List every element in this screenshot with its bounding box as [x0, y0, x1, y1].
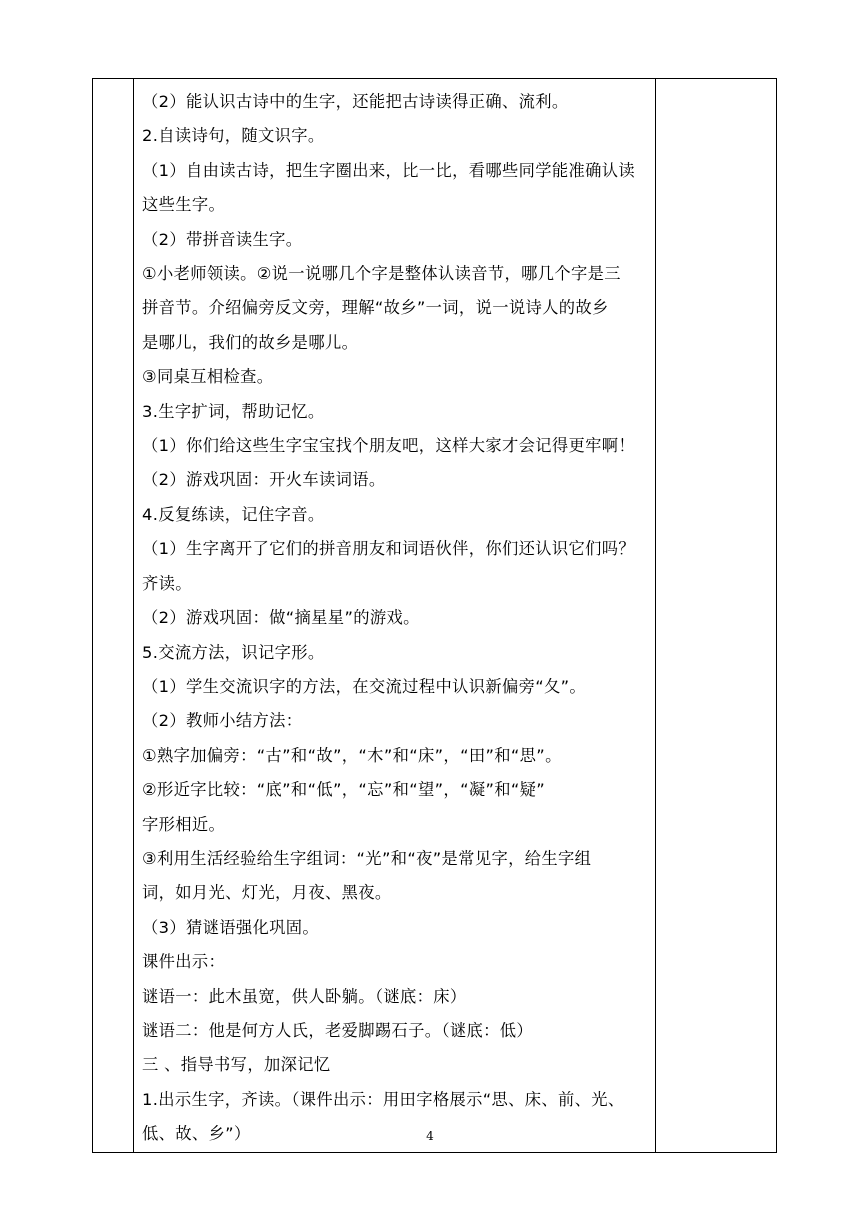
text-line: 2.自读诗句，随文识字。 [142, 126, 325, 146]
text-line: （2）游戏巩固：开火车读词语。 [142, 470, 386, 490]
text-line: （2）游戏巩固：做“摘星星”的游戏。 [142, 608, 420, 628]
text-line: 谜语二：他是何方人氏，老爱脚踢石子。（谜底：低） [142, 1020, 534, 1040]
text-line: ③同桌互相检查。 [142, 367, 274, 387]
text-line: 齐读。 [142, 573, 192, 593]
text-line: （1）你们给这些生字宝宝找个朋友吧，这样大家才会记得更牢啊！ [142, 436, 636, 456]
text-line: 低、故、乡”） [142, 1124, 251, 1144]
table-row [93, 79, 777, 1153]
text-line: （2）能认识古诗中的生字，还能把古诗读得正确、流利。 [142, 92, 569, 111]
text-line: 谜语一：此木虽宽，供人卧躺。（谜底：床） [142, 986, 467, 1006]
text-line: 这些生字。 [142, 195, 226, 215]
content-cell [134, 79, 656, 1153]
text-line: 5.交流方法，识记字形。 [142, 642, 325, 662]
text-line: （1）生字离开了它们的拼音朋友和词语伙伴，你们还认识它们吗？ [142, 539, 636, 559]
text-line: （2）教师小结方法： [142, 711, 303, 731]
text-line: （3）猜谜语强化巩固。 [142, 917, 320, 937]
text-line: 拼音节。介绍偏旁反文旁，理解“故乡”一词，说一说诗人的故乡 [142, 298, 609, 318]
text-line: 字形相近。 [142, 814, 226, 834]
text-line: （1）学生交流识字的方法，在交流过程中认识新偏旁“夂”。 [142, 676, 587, 696]
text-line: 三 、指导书写，加深记忆 [142, 1055, 331, 1075]
page-number: 4 [426, 1129, 434, 1143]
text-line: 词，如月光、灯光，月夜、黑夜。 [142, 883, 392, 903]
text-line: 4.反复练读，记住字音。 [142, 504, 325, 524]
text-line: 是哪儿，我们的故乡是哪儿。 [142, 332, 359, 352]
text-line: （1）自由读古诗，把生字圈出来，比一比，看哪些同学能准确认读 [142, 160, 636, 180]
text-line: ①小老师领读。②说一说哪几个字是整体认读音节，哪几个字是三 [142, 264, 621, 284]
right-column-cell [656, 79, 777, 1153]
left-column-cell [93, 79, 134, 1153]
text-line: ③利用生活经验给生字组词：“光”和“夜”是常见字，给生字组 [142, 848, 592, 868]
lesson-content [134, 79, 655, 1152]
text-line: （2）带拼音读生字。 [142, 229, 303, 249]
text-line: 课件出示： [142, 952, 226, 972]
text-line: ①熟字加偏旁：“古”和“故”，“木”和“床”，“田”和“思”。 [142, 745, 562, 765]
text-line: 1.出示生字，齐读。（课件出示：用田字格展示“思、床、前、光、 [142, 1089, 625, 1109]
text-line: ②形近字比较：“底”和“低”，“忘”和“望”，“凝”和“疑” [142, 780, 546, 800]
text-line: 3.生字扩词，帮助记忆。 [142, 401, 325, 421]
lesson-plan-table [92, 78, 777, 1153]
